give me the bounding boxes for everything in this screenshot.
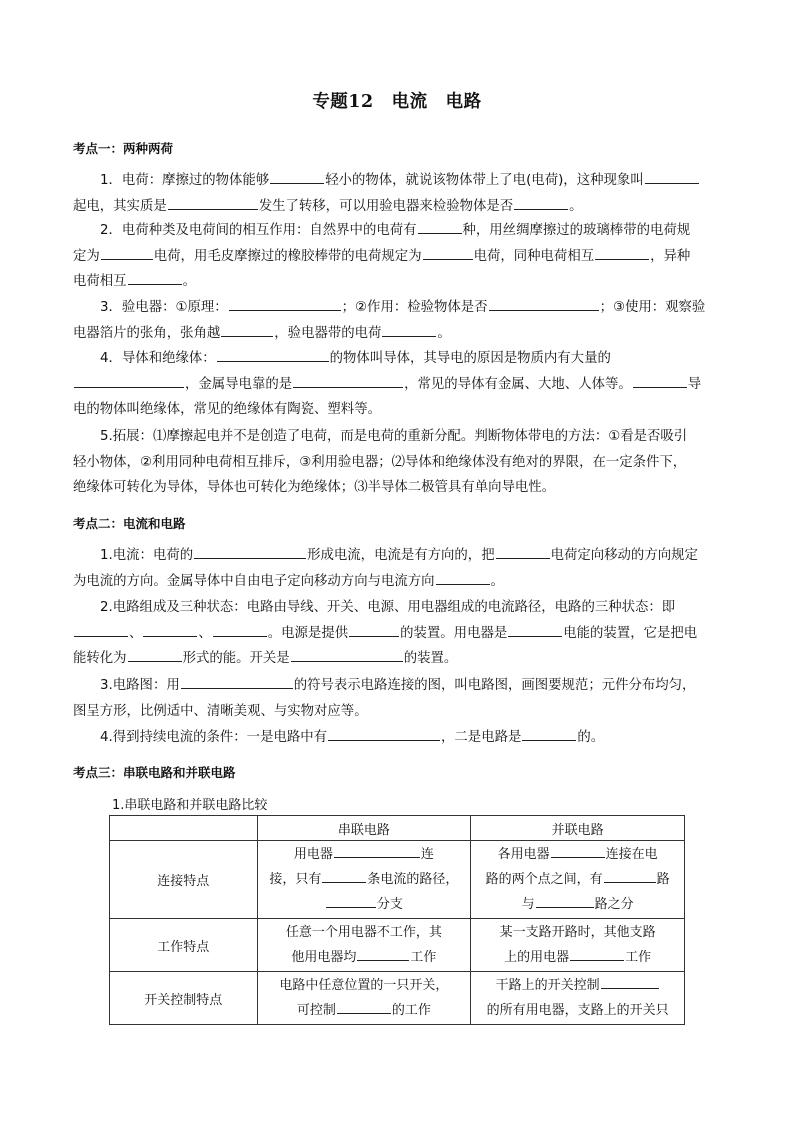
fill-blank[interactable] xyxy=(595,246,649,260)
text: 导 xyxy=(687,376,702,392)
text: ，二是电路是 xyxy=(441,730,522,745)
table-cell xyxy=(471,972,685,1025)
row-label: 开关控制特点 xyxy=(110,972,258,1025)
table-cell xyxy=(257,972,471,1025)
fill-blank[interactable] xyxy=(229,297,341,311)
text: 路的两个点之间，有 xyxy=(485,872,603,887)
section-heading-3: 考点三：串联电路和并联电路 xyxy=(73,765,236,780)
text: 起电，其实质是 xyxy=(73,198,167,214)
fill-blank[interactable] xyxy=(514,196,568,210)
text: 分支 xyxy=(376,897,403,912)
text: 的工作 xyxy=(391,1003,431,1018)
text: 电荷，同种电荷相互 xyxy=(473,248,595,264)
text: 4.得到持续电流的条件：一是电路中有 xyxy=(100,730,328,745)
paragraph-2-2 xyxy=(73,595,725,672)
fill-blank[interactable] xyxy=(326,894,376,908)
paragraph-2-4 xyxy=(73,725,725,751)
text: 电能的装置，它是把电 xyxy=(563,625,698,641)
table-cell xyxy=(257,841,471,919)
fill-blank[interactable] xyxy=(322,869,366,883)
text: 某一支路开路时，其他支路 xyxy=(499,925,656,940)
text: 图呈方形，比例适中、清晰美观、与实物对应等。 xyxy=(73,703,368,719)
fill-blank[interactable] xyxy=(291,648,403,662)
text: 。 xyxy=(490,573,504,589)
text: 的装置。用电器是 xyxy=(400,625,508,641)
text: 的装置。 xyxy=(403,651,458,666)
fill-blank[interactable] xyxy=(293,374,403,388)
table-header-series: 串联电路 xyxy=(257,816,471,841)
table-header-empty xyxy=(110,816,258,841)
paragraph-1-5 xyxy=(73,424,725,501)
section-heading-1: 考点一：两种两荷 xyxy=(73,141,174,156)
text: 2.电路组成及三种状态：电路由导线、开关、电源、用电器组成的电流路径，电路的三种状态：即 xyxy=(100,600,676,615)
text: 绝缘体可转化为导体，导体也可转化为绝缘体；⑶半导体二极管具有单向导电性。 xyxy=(73,480,556,495)
fill-blank[interactable] xyxy=(601,975,659,989)
fill-blank[interactable] xyxy=(270,170,324,184)
text: ，金属导电靠的是 xyxy=(185,376,293,392)
text: 接，只有 xyxy=(269,872,322,887)
fill-blank[interactable] xyxy=(645,170,699,184)
text: 电的物体叫绝缘体，常见的绝缘体有陶瓷、塑料等。 xyxy=(73,402,381,417)
text: 发生了转移，可以用验电器来检验物体是否 xyxy=(258,198,514,214)
fill-blank[interactable] xyxy=(101,246,153,260)
text: 形成电流，电流是有方向的，把 xyxy=(307,548,495,563)
text: 形式的能。开关是 xyxy=(182,651,290,666)
table-cell xyxy=(471,841,685,919)
fill-blank[interactable] xyxy=(168,196,258,210)
paragraph-1-4 xyxy=(73,346,725,423)
text: 3.电路图：用 xyxy=(100,678,180,693)
text: 2．电荷种类及电荷间的相互作用：自然界中的电荷有 xyxy=(100,223,417,238)
text: 定为 xyxy=(73,248,100,264)
paragraph-2-1 xyxy=(73,543,725,594)
paragraph-1-3 xyxy=(73,295,725,346)
text: 、 xyxy=(129,625,143,641)
row-label: 工作特点 xyxy=(110,919,258,972)
text: 4．导体和绝缘体： xyxy=(100,351,216,366)
fill-blank[interactable] xyxy=(357,947,409,961)
fill-blank[interactable] xyxy=(194,545,306,559)
text: 1.电流：电荷的 xyxy=(100,548,194,563)
fill-blank[interactable] xyxy=(522,727,576,741)
table-row xyxy=(110,972,685,1025)
fill-blank[interactable] xyxy=(217,348,329,362)
row-label: 连接特点 xyxy=(110,841,258,919)
text: 。 xyxy=(182,274,196,289)
table-header-parallel: 并联电路 xyxy=(471,816,685,841)
text: 电荷，用毛皮摩擦过的橡胶棒带的电荷规定为 xyxy=(153,248,422,264)
text: ，常见的导体有金属、大地、人体等。 xyxy=(404,376,632,392)
paragraph-2-3 xyxy=(73,673,725,724)
section-heading-2: 考点二：电流和电路 xyxy=(73,516,186,531)
table-header-row xyxy=(110,816,685,841)
text: 与 xyxy=(521,897,535,912)
text: 3．验电器：①原理： xyxy=(100,300,228,315)
fill-blank[interactable] xyxy=(334,844,420,858)
fill-blank[interactable] xyxy=(74,374,184,388)
text: 工作 xyxy=(410,950,437,965)
text: 轻小的物体，就说该物体带上了电(电荷)，这种现象叫 xyxy=(325,173,644,188)
fill-blank[interactable] xyxy=(74,623,128,637)
fill-blank[interactable] xyxy=(349,623,399,637)
table-row xyxy=(110,841,685,919)
paragraph-1-1 xyxy=(73,168,725,219)
text: 、 xyxy=(198,625,212,641)
text: 。电源是提供 xyxy=(267,625,349,641)
page-title: 专题12 电流 电路 xyxy=(312,92,482,112)
text: 轻小物体，②利用同种电荷相互排斥，③利用验电器；⑵导体和绝缘体没有绝对的界限，在一定条件下， xyxy=(73,454,687,470)
fill-blank[interactable] xyxy=(418,220,462,234)
text: ，验电器带的电荷 xyxy=(274,325,382,341)
fill-blank[interactable] xyxy=(633,374,687,388)
text: 路 xyxy=(656,872,670,887)
fill-blank[interactable] xyxy=(328,727,440,741)
text: 5.拓展：⑴摩擦起电并不是创造了电荷，而是电荷的重新分配。判断物体带电的方法：①看是否吸引 xyxy=(100,429,688,444)
fill-blank[interactable] xyxy=(221,323,273,337)
text: 工作 xyxy=(625,950,652,965)
fill-blank[interactable] xyxy=(128,648,182,662)
fill-blank[interactable] xyxy=(536,894,594,908)
text: 电荷相互 xyxy=(73,274,127,289)
fill-blank[interactable] xyxy=(382,323,436,337)
text: 连 xyxy=(420,847,434,862)
text: 。 xyxy=(437,325,451,341)
text: 电路中任意位置的一只开关， xyxy=(279,978,449,993)
text: 用电器 xyxy=(293,847,333,862)
table-row xyxy=(110,919,685,972)
text: ，异种 xyxy=(650,248,691,264)
text: 种，用丝绸摩擦过的玻璃棒带的电荷规 xyxy=(462,223,691,238)
text: ；②作用：检验物体是否 xyxy=(341,300,488,315)
text: 条电流的路径， xyxy=(367,872,459,887)
table-cell xyxy=(257,919,471,972)
fill-blank[interactable] xyxy=(570,947,624,961)
text: 上的用电器 xyxy=(504,950,570,965)
table-cell xyxy=(471,919,685,972)
text: 为电流的方向。金属导体中自由电子定向移动方向与电流方向 xyxy=(73,573,435,589)
fill-blank[interactable] xyxy=(337,1000,391,1014)
fill-blank[interactable] xyxy=(423,246,473,260)
fill-blank[interactable] xyxy=(181,675,293,689)
text: 他用电器均 xyxy=(291,950,357,965)
fill-blank[interactable] xyxy=(436,571,490,585)
text: 干路上的开关控制 xyxy=(495,978,600,993)
text: 任意一个用电器不工作，其 xyxy=(285,925,442,940)
fill-blank[interactable] xyxy=(604,869,656,883)
text: 可控制 xyxy=(296,1003,336,1018)
table-caption: 1.串联电路和并联电路比较 xyxy=(112,798,268,813)
fill-blank[interactable] xyxy=(213,623,267,637)
text: 的物体叫导体，其导电的原因是物质内有大量的 xyxy=(329,351,611,366)
text: 路之分 xyxy=(594,897,634,912)
fill-blank[interactable] xyxy=(143,623,197,637)
text: 的所有用电器，支路上的开关只 xyxy=(486,1003,669,1018)
text: 能转化为 xyxy=(73,651,127,666)
fill-blank[interactable] xyxy=(496,545,550,559)
comparison-table xyxy=(109,815,685,1025)
fill-blank[interactable] xyxy=(551,844,605,858)
text: 各用电器 xyxy=(497,847,550,862)
text: 的。 xyxy=(577,730,605,745)
paragraph-1-2 xyxy=(73,218,725,295)
text: ；③使用：观察验 xyxy=(599,300,706,315)
text: 的符号表示电路连接的图，叫电路图，画图要规范；元件分布均匀， xyxy=(293,678,696,693)
fill-blank[interactable] xyxy=(508,623,562,637)
fill-blank[interactable] xyxy=(128,271,182,285)
text: 电荷定向移动的方向规定 xyxy=(550,548,698,563)
text: 连接在电 xyxy=(605,847,658,862)
text: 电器箔片的张角，张角越 xyxy=(73,325,221,341)
text: 。 xyxy=(569,198,583,214)
fill-blank[interactable] xyxy=(489,297,599,311)
text: 1．电荷：摩擦过的物体能够 xyxy=(100,173,270,188)
